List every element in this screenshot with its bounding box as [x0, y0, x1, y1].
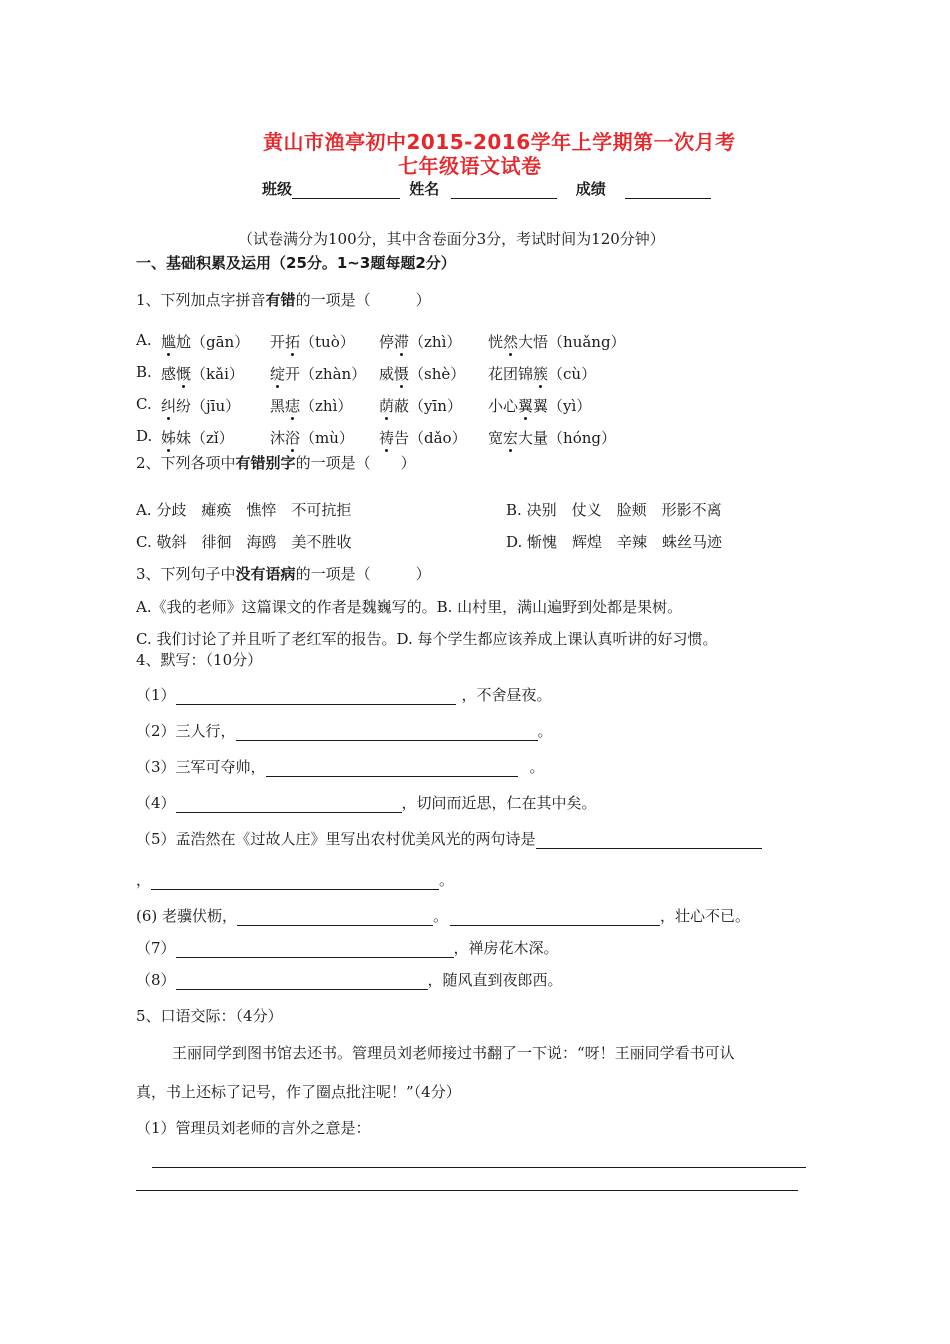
q4-blank6b[interactable] [450, 909, 660, 926]
q2-stem: 2、下列各项中有错别字的一项是（ ） [136, 454, 416, 472]
name-blank[interactable] [451, 182, 557, 199]
emphasis-dot-char: 宏 [503, 429, 519, 447]
exam-title-line2: 七年级语文试卷 [398, 154, 542, 178]
q4-blank8[interactable] [176, 973, 428, 990]
q1-stem: 1、下列加点字拼音有错的一项是（ ） [136, 291, 431, 309]
q4-line5: （5）孟浩然在《过故人庄》里写出农村优美风光的两句诗是 [136, 828, 762, 849]
emphasis-dot-char: 荫 [379, 397, 395, 415]
q4-line1: （1） ，不舍昼夜。 [136, 686, 552, 704]
q4-line5b: ， 。 [136, 871, 455, 889]
q4-stem: 4、默写：（10分） [136, 651, 263, 669]
q1-option-item: 祷告（dǎo） [379, 429, 467, 447]
emphasis-dot-char: 慨 [176, 365, 192, 383]
q3-options-line1: A.《我的老师》这篇课文的作者是魏巍写的。B. 山村里，满山遍野到处都是果树。 [136, 598, 683, 616]
q4-line8: （8） ，随风直到夜郎西。 [136, 971, 563, 989]
q4-line2: （2）三人行， 。 [136, 722, 553, 740]
q5-answer-line1[interactable] [152, 1167, 806, 1168]
q3-stem-emphasis: 没有语病 [235, 565, 296, 583]
q1-option-item: 尴尬（gān） [161, 333, 250, 351]
q1-option-a-label[interactable]: A. [136, 331, 152, 349]
q1-option-item: 绽开（zhàn） [270, 365, 367, 383]
emphasis-dot-char: 痣 [285, 397, 301, 415]
q4-blank5b[interactable] [151, 873, 439, 890]
student-info-row [262, 178, 711, 199]
q1-option-item: 黑痣（zhì） [270, 397, 353, 415]
emphasis-dot-char: 绽 [270, 365, 286, 383]
q4-line6: (6) 老骥伏枥， 。 ，壮心不已。 [136, 907, 751, 925]
q1-option-item: 威慑（shè） [379, 365, 466, 383]
q1-option-item: 小心翼翼（yì） [488, 397, 592, 415]
q5-stem: 5、口语交际：（4分） [136, 1007, 283, 1025]
q2-option-d[interactable]: D. 惭愧 辉煌 辛辣 蛛丝马迹 [506, 533, 723, 551]
emphasis-dot-char: 浴 [285, 429, 301, 447]
q4-line3: （3）三军可夺帅， 。 [136, 758, 545, 776]
q5-sub1: （1）管理员刘老师的言外之意是： [136, 1119, 371, 1137]
q1-option-item: 感慨（kǎi） [161, 365, 244, 383]
section1-title: 一、基础积累及运用（25分。1~3题每题2分） [136, 254, 456, 272]
name-label: 姓名 [409, 180, 440, 198]
emphasis-dot-char: 姊 [161, 429, 177, 447]
exam-title-line1: 黄山市渔亭初中2015-2016学年上学期第一次月考 [263, 130, 736, 154]
emphasis-dot-char: 慑 [394, 365, 410, 383]
q1-option-item: 停滞（zhì） [379, 333, 462, 351]
q4-blank3[interactable] [266, 760, 518, 777]
q2-option-c[interactable]: C. 敬斜 徘徊 海鸥 美不胜收 [136, 533, 352, 551]
score-label: 成绩 [575, 180, 606, 198]
emphasis-dot-char: 纠 [161, 397, 177, 415]
q4-line7: （7） ，禅房花木深。 [136, 939, 559, 957]
q2-option-a[interactable]: A. 分歧 瘫痪 憔悴 不可抗拒 [136, 501, 352, 519]
q3-options-line2: C. 我们讨论了并且听了老红军的报告。D. 每个学生都应该养成上课认真听讲的好习惯。 [136, 630, 718, 648]
q4-blank6a[interactable] [237, 909, 433, 926]
q4-blank2[interactable] [236, 724, 538, 741]
q4-blank5a[interactable] [536, 832, 762, 849]
emphasis-dot-char: 尴 [161, 333, 177, 351]
q1-option-item: 宽宏大量（hóng） [488, 429, 616, 447]
q5-paragraph-line1: 王丽同学到图书馆去还书。管理员刘老师接过书翻了一下说：“呀！王丽同学看书可认 [172, 1044, 735, 1062]
q5-answer-line2[interactable] [136, 1190, 798, 1191]
q4-blank4[interactable] [176, 796, 402, 813]
q1-stem-emphasis: 有错 [265, 291, 296, 309]
q4-blank1[interactable] [176, 688, 456, 705]
emphasis-dot-char: 翼 [518, 397, 534, 415]
q1-option-item: 姊妹（zǐ） [161, 429, 234, 447]
emphasis-dot-char: 滞 [394, 333, 410, 351]
emphasis-dot-char: 簇 [533, 365, 549, 383]
q1-option-c-label[interactable]: C. [136, 395, 152, 413]
q1-option-b-label[interactable]: B. [136, 363, 152, 381]
q2-stem-emphasis: 有错别字 [235, 454, 296, 472]
q4-line4: （4） ，切问而近思，仁在其中矣。 [136, 794, 597, 812]
q1-option-item: 荫蔽（yīn） [379, 397, 462, 415]
q1-option-item: 纠纷（jīu） [161, 397, 241, 415]
q4-blank7[interactable] [176, 941, 454, 958]
q3-stem: 3、下列句子中没有语病的一项是（ ） [136, 565, 431, 583]
emphasis-dot-char: 然 [503, 333, 519, 351]
q1-option-item: 开拓（tuò） [270, 333, 355, 351]
q1-option-item: 沐浴（mù） [270, 429, 354, 447]
score-blank[interactable] [625, 182, 711, 199]
exam-note: （试卷满分为100分，其中含卷面分3分，考试时间为120分钟） [238, 230, 665, 248]
emphasis-dot-char: 拓 [285, 333, 301, 351]
q5-paragraph-line2: 真，书上还标了记号，作了圈点批注呢！”（4分） [136, 1083, 461, 1101]
q1-option-item: 花团锦簇（cù） [488, 365, 597, 383]
q2-option-b[interactable]: B. 决别 仗义 脸颊 形影不离 [506, 501, 722, 519]
emphasis-dot-char: 祷 [379, 429, 395, 447]
class-blank[interactable] [292, 182, 400, 199]
q1-option-item: 恍然大悟（huǎng） [488, 333, 626, 351]
q1-option-d-label[interactable]: D. [136, 427, 153, 445]
class-label: 班级 [262, 180, 293, 198]
